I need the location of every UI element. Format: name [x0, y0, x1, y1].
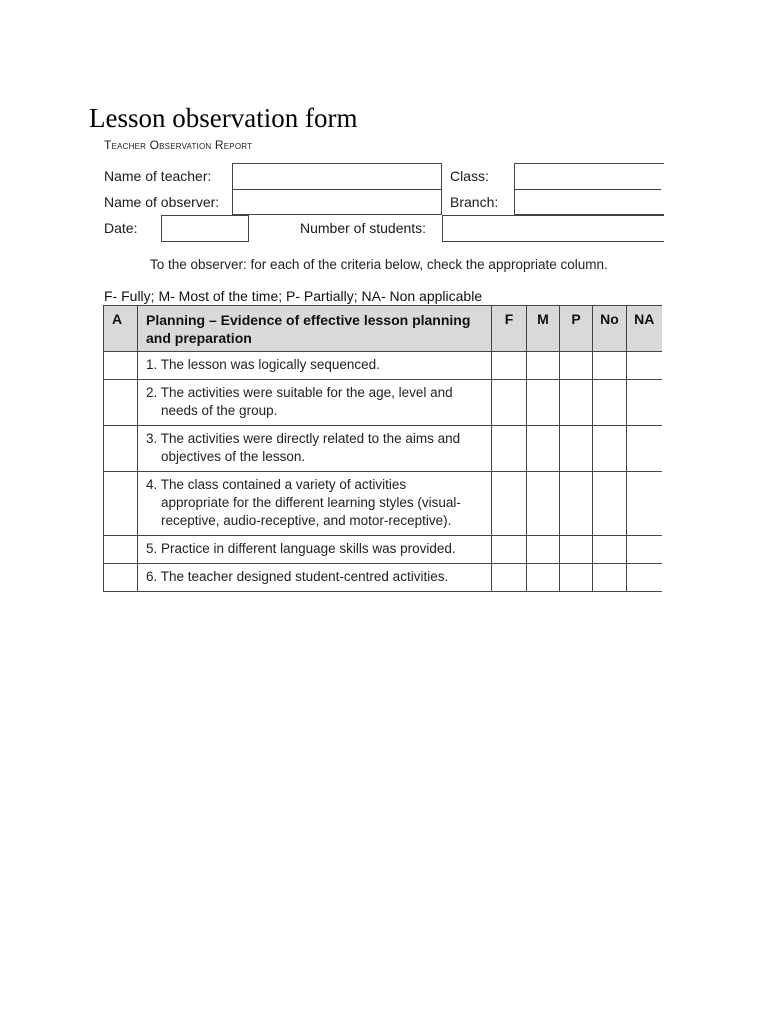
rating-cell-f[interactable]	[492, 472, 527, 536]
rating-cell-p[interactable]	[560, 352, 593, 380]
rating-cell-f[interactable]	[492, 536, 527, 564]
column-header-m: M	[527, 306, 560, 352]
teacher-observer-divider	[232, 189, 442, 190]
criterion-cell	[138, 536, 492, 564]
rating-cell-f[interactable]	[492, 352, 527, 380]
class-label: Class:	[450, 168, 489, 184]
criterion-number: 4.	[146, 477, 158, 492]
rating-cell-p[interactable]	[560, 426, 593, 472]
students-count-field[interactable]	[442, 215, 664, 242]
rating-cell-na[interactable]	[627, 564, 662, 592]
observer-instructions: To the observer: for each of the criteria below, check the appropriate column.	[150, 257, 608, 272]
criterion-number: 1.	[146, 357, 158, 372]
teacher-name-label: Name of teacher:	[104, 168, 212, 184]
rating-cell-f[interactable]	[492, 564, 527, 592]
criterion-cell	[138, 564, 492, 592]
row-letter-cell	[104, 564, 138, 592]
column-header-f: F	[492, 306, 527, 352]
criterion-number: 6.	[146, 569, 158, 584]
table-row	[104, 536, 662, 564]
rating-cell-p[interactable]	[560, 564, 593, 592]
criterion-text: appropriate for the different learning styles (visual-	[161, 495, 461, 510]
criterion-cell	[138, 352, 492, 380]
section-heading: Planning – Evidence of effective lesson planning and preparation	[138, 306, 492, 352]
row-letter-cell	[104, 380, 138, 426]
rating-legend: F- Fully; M- Most of the time; P- Partially; NA- Non applicable	[104, 288, 483, 304]
date-label: Date:	[104, 220, 138, 236]
branch-label: Branch:	[450, 194, 499, 210]
rating-cell-no[interactable]	[593, 472, 627, 536]
table-row	[104, 380, 662, 426]
table-row	[104, 352, 662, 380]
criterion-number: 5.	[146, 541, 158, 556]
criterion-text: needs of the group.	[161, 403, 278, 418]
criterion-text: The class contained a variety of activities	[160, 477, 407, 492]
rating-cell-m[interactable]	[527, 536, 560, 564]
rating-cell-no[interactable]	[593, 380, 627, 426]
students-count-label: Number of students:	[300, 220, 427, 236]
page-title: Lesson observation form	[89, 103, 358, 133]
table-row	[104, 472, 662, 536]
report-heading: Teacher Observation Report	[104, 138, 253, 152]
rating-cell-f[interactable]	[492, 380, 527, 426]
rating-cell-na[interactable]	[627, 380, 662, 426]
rating-cell-p[interactable]	[560, 472, 593, 536]
criterion-cell	[138, 426, 492, 472]
column-header-p: P	[560, 306, 593, 352]
rating-cell-p[interactable]	[560, 380, 593, 426]
date-field[interactable]	[161, 215, 249, 242]
rating-cell-na[interactable]	[627, 352, 662, 380]
row-letter-cell	[104, 536, 138, 564]
rating-cell-m[interactable]	[527, 426, 560, 472]
criterion-cell	[138, 472, 492, 536]
row-letter-cell	[104, 426, 138, 472]
rating-cell-m[interactable]	[527, 472, 560, 536]
rating-cell-m[interactable]	[527, 380, 560, 426]
table-row	[104, 564, 662, 592]
rating-cell-na[interactable]	[627, 426, 662, 472]
criterion-text: The lesson was logically sequenced.	[160, 357, 380, 372]
rating-cell-m[interactable]	[527, 564, 560, 592]
rating-cell-na[interactable]	[627, 472, 662, 536]
rating-cell-no[interactable]	[593, 536, 627, 564]
criteria-table	[103, 305, 662, 592]
criterion-text: The activities were suitable for the age, level and	[160, 385, 453, 400]
column-header-na: NA	[627, 306, 662, 352]
column-header-no: No	[593, 306, 627, 352]
section-letter: A	[104, 306, 138, 352]
table-header-row	[104, 306, 662, 352]
row-letter-cell	[104, 472, 138, 536]
criterion-text: objectives of the lesson.	[161, 449, 306, 464]
table-row	[104, 426, 662, 472]
rating-cell-no[interactable]	[593, 352, 627, 380]
rating-cell-m[interactable]	[527, 352, 560, 380]
rating-cell-na[interactable]	[627, 536, 662, 564]
criterion-text: The activities were directly related to the aims and	[160, 431, 461, 446]
rating-cell-no[interactable]	[593, 564, 627, 592]
criterion-text: The teacher designed student-centred activities.	[160, 569, 449, 584]
rating-cell-p[interactable]	[560, 536, 593, 564]
criterion-number: 3.	[146, 431, 158, 446]
criterion-text: Practice in different language skills was provided.	[161, 541, 456, 556]
class-branch-divider	[514, 189, 661, 190]
row-letter-cell	[104, 352, 138, 380]
observer-name-label: Name of observer:	[104, 194, 220, 210]
rating-cell-f[interactable]	[492, 426, 527, 472]
criterion-text: receptive, audio-receptive, and motor-receptive).	[161, 513, 452, 528]
rating-cell-no[interactable]	[593, 426, 627, 472]
criterion-cell	[138, 380, 492, 426]
criterion-number: 2.	[146, 385, 158, 400]
